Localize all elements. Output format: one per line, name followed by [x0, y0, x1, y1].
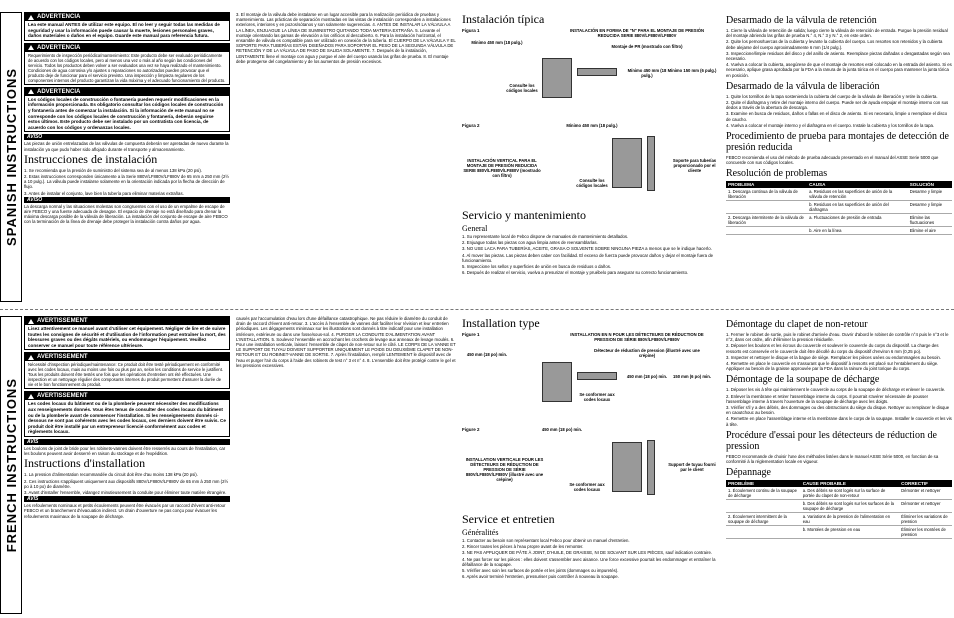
installation-figures	[462, 332, 720, 512]
french-column-3	[462, 316, 720, 614]
spanish-column-1	[24, 12, 230, 308]
valve-assembly-icon	[542, 58, 572, 98]
check-valve-title: Démontage du clapet de non-retour	[726, 319, 868, 330]
list-item: 2. Ces instructions s'appliquent uniquement aux dispositifs 880V/LF880V/LF880V de 65 mm à 250 mm (2½ po à 10 po) de diamètre.	[24, 478, 229, 489]
warning-read-manual: AVERTISSEMENT Lisez attentivement ce manuel avant d'utiliser cet équipement. Négliger de lire et de suivre toutes les consignes de sécurité et d'utilisation de l'information peut entraîner la mort, des blessures graves ou des dégâts matériels, ou endommager l'équipement. Veuillez conserver ce manuel pour toute référence ultérieure.	[24, 316, 230, 350]
service-title: Service et entretien	[462, 512, 555, 526]
table-row: 2. Descarga intermitente de la válvula de liberación a. Fluctuaciones de presión de entrada Elimine las fluctuaciones	[726, 214, 952, 227]
dimension-label: 150 mm (6 po) min.	[673, 374, 711, 379]
troubleshooting-title: Resolución de problemas	[726, 168, 828, 180]
general-list	[462, 234, 720, 275]
list-item: 1. Contacter au besoin son représentant local Febco pour obtenir un manuel d'entretien.	[462, 538, 630, 543]
installation-steps-text: causés par l'accumulation d'eau lors d'une défaillance catastrophique. Ne pas réduire le diamètre du conduit de drain de raccord d'évent anti-retour. 3. L'accès à l'ensemble de vannes doit faciliter leur révision et leur entretien périodiques. Les dégagements minimaux sur les illustrations sont donnés à titre indicatif pour une installation intérieure, extérieure ou dans une fosse/sous-sol. 4. PURGER LA CONDUITE D'ALIMENTATION AVANT L'INSTALLATION. 5. Soulevez l'ensemble en accrochant les crochets de levage aux anneaux de levage moulés. 6. Pour une installation verticale, laissez l'ensemble de clapet de non-retour sur le côté. LE CORPS DE LA VANNE ET LE SUPPORT DE TUYAU DOIVENT SUPPORTER UNIQUEMENT LE POIDS DU DEUXIÈME CLAPET DE NON-RETOUR ET DU ROBINET-VANNE DE SORTIE. 7. Après l'installation, remplir LENTEMENT le dispositif avec de l'eau et purger l'air du corps à l'aide des robinets de test n° 3 et n° 4. 8. L'ensemble doit être protégé contre le gel et les pressions excessives.	[236, 316, 456, 368]
dimension-label: 450 mm (18 po) min.	[541, 427, 583, 432]
warning-icon	[28, 15, 34, 20]
pipe-icon	[577, 372, 617, 380]
list-item: 3. Inspecter et nettoyer le disque et la bague de siège. Remplacer les pièces usées ou endommagées au besoin.	[726, 354, 941, 360]
notice-text: Las piezas de unión entrelazadas de las válvulas de compuerta deberán ser apretadas de nuevo durante la instalación ya que pudo haber sido aflojado durante el transporte y almacenamiento.	[24, 141, 229, 152]
installation-notice-text: Les refoulements nominaux et petits écoulements peuvent être évacués par un raccord d'évent anti-retour FEBCO et un branchement d'évacuation indirect. Un drain d'ouverture ne pas conçu pour évacuer les refoulements maximaux de la soupape de décharge.	[24, 503, 226, 519]
table-header: CAUSA	[807, 181, 908, 188]
installation-figures	[462, 28, 720, 208]
list-item: 6. Después de realizar el servicio, vuelva a presurizar el montaje y pruébelo para asegurar su correcto funcionamiento.	[462, 270, 689, 276]
list-item: 3. Antes de instalar el conjunto, lave bien la tubería para eliminar materias extrañas.	[24, 190, 184, 196]
figure-2-label: Figura 2	[462, 123, 480, 128]
test-procedure-title: Procédure d'essai pour les détecteurs de réduction de pression	[726, 429, 937, 452]
list-item: 1. Su representante local de Febco dispone de manuales de mantenimiento detallados.	[462, 234, 629, 239]
figure-2-label: Figure 2	[462, 427, 480, 432]
support-label: Soporte para tuberías proporcionado por el cliente	[672, 158, 717, 173]
valve-assembly-icon	[612, 442, 642, 492]
list-item: 3. Inspeccione/limpie residuos del disco y del anillo de asiento. Reemplace piezas dañadas o desgastadas según sea necesario.	[726, 50, 950, 62]
table-row: b. Montées de pression en eau Éliminer les montées de pression	[726, 526, 952, 539]
warning-icon	[28, 319, 34, 324]
dimension-label: 450 mm (18 po) min.	[626, 374, 668, 379]
figure-2-caption: INSTALACIÓN VERTICAL PARA EL MONTAJE DE PRESIÓN REDUCIDA SERIE 880V/LF880V/LF880V (mostrado con filtro)	[463, 158, 541, 178]
list-item: 4. Remettre en place l'assemblage interne et la membrane dans le corps de la soupape. Installer le couvercle et les vis à tête.	[726, 416, 952, 427]
warning-icon	[28, 394, 34, 399]
french-column-2	[236, 316, 456, 614]
test-procedure-text: FEBCO recomienda el uso del método de prueba adecuado presentado en el manual del ASSE Serie 5000 que concuerde con sus códigos locales.	[726, 155, 939, 166]
figure-1-label: Figura 1	[462, 28, 480, 33]
check-valve-list	[726, 332, 952, 371]
figure-2-caption: INSTALLATION VERTICALE POUR LES DÉTECTEURS DE RÉDUCTION DE PRESSION DE SÉRIE 880V/LF880V/LF880V (illustré avec une crépine)	[465, 457, 544, 482]
spanish-tab-label: SPANISH INSTRUCTIONS	[3, 68, 19, 246]
installation-notice-text: La descarga normal y las situaciones molestas son congruentes con el uso de un empalme de escape de aire FEBCO y una fuente adecuada de desagüe. El espacio de drenaje no está diseñado para drenar la máxima descarga posible de la válvula de liberación. La instalación del conjunto de escape de aire FEBCO con la terminación de la línea de drenaje debe proteger la instalación contra daños por agua.	[24, 203, 228, 225]
pipe-icon	[647, 440, 655, 495]
figure-1-caption: INSTALLATION EN N POUR LES DÉTECTEURS DE RÉDUCTION DE PRESSION DE SÉRIE 880V/LF880V/LF880V	[570, 332, 704, 342]
test-procedure-title: Procedimiento de prueba para montajes de detección de presión reducida	[726, 131, 949, 154]
table-header: CAUSE PROBABLE	[801, 480, 899, 487]
relief-valve-title: Desarmado de la válvula de liberación	[726, 80, 880, 92]
check-valve-title: Desarmado de la válvula de retención	[726, 15, 877, 26]
installation-title: Instructions d'installation	[24, 456, 146, 471]
list-item: 3. NO USE LACA PARA TUBERÍAS, ACEITE, GRASA O SOLVENTE SOBRE NINGUNA PIEZA a menos que se le indique hacerlo.	[462, 246, 712, 252]
relief-valve-list	[726, 387, 952, 426]
table-row: 2. Écoulement intermittent de la soupape de décharge a. Variations de la pression de l'alimentation en eau Éliminer les variations de pression	[726, 513, 952, 526]
notice-bar: AVIS	[24, 439, 230, 445]
dimension-label: Mínimo 450 mm (18 pulg.)	[627, 68, 667, 78]
table-header: PROBLEMA	[726, 181, 807, 188]
warning-codes: AVERTISSEMENT Les codes locaux du bâtiment ou de la plomberie peuvent nécessiter des modifications aux renseignements donnés. Vous êtes tenus de consulter des codes locaux du bâtiment ou de la plomberie avant de commencer l'installation. Si les renseignements donnés ci-dessous ne sont pas cohérents avec les codes locaux, ces derniers doivent être suivis. Ce produit doit être installé par un entrepreneur licencié conformément aux codes et règlements locaux.	[24, 391, 230, 437]
figure-1-subcaption: Montaje de PR (mostrado con filtro)	[611, 44, 683, 49]
french-column-1	[24, 316, 230, 614]
list-item: 1. Quite los tornillos de la tapa sosteniendo la cubierta del cuerpo de la válvula de liberación y retire la cubierta.	[726, 93, 938, 99]
check-valve-list	[726, 28, 952, 78]
list-item: 4. Vuelva a colocar la cubierta, asegúrese de que el montaje de resortes esté colocado en la entrada del asiento. Si es necesario, aplique grasa aprobada por la FDA a la ranura de la junta tórica en el cuerpo para mantener la junta tórica en posición.	[726, 62, 952, 78]
warning-inspection: ADVERTENCIA Requerimiento de inspección periódica/mantenimiento: Este producto debe ser evaluado periódicamente de acuerdo con los códigos locales, pero al menos una vez o más al año según las condiciones del servicio. Todos los productos deben volver a ser evaluados una vez se haya realizado el mantenimiento. Condiciones de agua corrosiva y/o ajustes o reparaciones no autorizados pueden provocar que el producto deje de funcionar para el servicio previsto. Una inspección y limpieza regulares de los componentes internos del producto garantizan la vida máxima y el adecuado funcionamiento del producto.	[24, 43, 230, 85]
french-column-4	[726, 316, 952, 614]
list-item: 1. Fermer le robinet de sortie, puis le robinet d'arrivée d'eau. Ouvrir d'abord le robinet de contrôle n°4 puis le n°3 et le n°2, dans cet ordre, afin d'éliminer la pression résiduelle.	[726, 332, 949, 343]
codes-label: Se conformer aux codes locaux	[579, 392, 615, 402]
list-item: 2. Quite el diafragma y retire del montaje interno del cuerpo. Puede ser de ayuda empujar el montaje interno con sus dedos a través de la abertura de descarga.	[726, 100, 949, 111]
list-item: 5. Inspeccione los sellos y superficies de unión en busca de residuos o daños.	[462, 264, 612, 270]
list-item: 1. Cierre la válvula de retención de salida; luego cierre la válvula de retención de entrada. Purgue la presión residual del montaje abriendo las grifas de prueba N.° 4, N.° 3 y N.° 2, en este orden.	[726, 28, 948, 39]
warning-read-manual: ADVERTENCIA Lea este manual ANTES de utilizar este equipo. El no leer y seguir todas las medidas de seguridad y usar la información puede causar la muerte, lesiones personales graves, daños materiales o daños en el equipo. Guarde este manual para referencia futura.	[24, 12, 230, 41]
list-item: 1. Se recomienda que la presión de suministro del sistema sea de al menos 138 kPa (20 psi).	[24, 167, 202, 173]
table-header: PROBLÈME	[726, 480, 801, 487]
warning-icon	[28, 355, 34, 360]
table-header: SOLUCIÓN	[908, 181, 952, 188]
dimension-label: Mínimo 150 mm (6 pulg.)	[667, 68, 717, 73]
codes-label: Consulte los códigos locales	[576, 178, 608, 188]
relief-valve-title: Démontage de la soupape de décharge	[726, 374, 880, 386]
table-row: b. Des débris se sont logés sur les surfaces de la soupape de décharge Démonter et nettoyer	[726, 500, 952, 513]
pipe-icon	[577, 68, 617, 76]
installation-steps-text: 3. El montaje de la válvula debe instalarse en un lugar accesible para la realización periódica de pruebas y mantenimiento. Las prácticas de separación mostradas en las vistas de instalación corresponden a instalaciones exteriores, interiores y en pozos/sótanos y son solamente sugerencias. 4. ANTES DE INSTALAR LA VÁLVULA A LA LÍNEA, ENJUAGUE LA LÍNEA DE SUMINISTRO QUITANDO TODA MATERIA EXTRAÑA. 5. Levante el montaje orientando las gamas de elevación a los orificios al descubierto. 6. Para la instalación horizontal, el ensamble de válvula es compatible para ser utilizado en conexión de la tubería. El CUERPO DE LA VÁLVULA Y EL SOPORTE PARA TUBERÍAS ESTÁN DISEÑADOS PARA SOPORTAR EL PESO DE LA SEGUNDA VÁLVULA DE RETENCIÓN Y DE LA VÁLVULA DE PASO DE SALIDA SOLAMENTE. 7. Después de la instalación, LENTAMENTE llene el montaje con agua y purgue el aire del cuerpo usando las grifas de prueba. 8. El montaje debe protegerse del congelamiento y de los aumentos de presión excesivos.	[236, 12, 456, 64]
list-item: 4. Vuelva a colocar el montaje interno y el diafragma en el cuerpo. Instale la cubierta y los tornillos de la tapa.	[726, 122, 935, 128]
list-item: 2. Enjuague todas las piezas con agua limpia antes de reensamblarlas.	[462, 240, 598, 246]
dimension-label: 450 mm (18 po) min.	[466, 352, 508, 357]
figure-section-title: Instalación típica	[462, 12, 545, 26]
notice-text: Les boulons de joint de bride pour les robinets-vannes doivent être resserrés au cours de l'installation, car les boulons peuvent avoir desserré en raison du stockage et de l'expédition.	[24, 445, 226, 457]
figure-1-label: Figure 1	[462, 332, 480, 337]
list-item: 2. Estas instrucciones corresponden únicamente a la Serie 880V/LF880V/LF880V de 65 mm a 250 mm (2½ a 10 pulg.). La válvula puede instalarse solamente en la orientación indicada por la flecha de dirección de flujo.	[24, 173, 229, 190]
figure-1-caption: INSTALACIÓN EN FORMA DE "N" PARA EL MONTAJE DE PRESIÓN REDUCIDA SERIE 880V/LF880V/LF880V	[569, 28, 705, 38]
warning-codes: ADVERTENCIA Los códigos locales de construcción o fontanería pueden requerir modificaciones en la información proporcionada. Es obligatorio consultar los códigos locales de construcción y fontanería antes de comenzar la instalación. Si la información de este manual no se corresponde con los códigos locales de construcción y fontanería, deberán seguirse estos últimos. Este producto debe ser instalado por un contratista con licencia, de acuerdo con los códigos y ordenanzas locales.	[24, 87, 230, 133]
general-title: General	[462, 224, 488, 233]
french-instructions-tab	[0, 316, 22, 614]
support-label: Support de tuyau fourni par le client	[668, 462, 716, 472]
service-title: Servicio y mantenimiento	[462, 208, 586, 222]
list-item: 2. Enlever la membrane et retirer l'assemblage interne du corps. Il pourrait s'avérer nécessaire de pousser l'assemblage interne à travers l'ouverture de la soupape de décharge avec les doigts.	[726, 393, 929, 404]
french-tab-label: FRENCH INSTRUCTIONS	[3, 377, 19, 553]
valve-assembly-icon	[542, 362, 572, 402]
warning-icon	[28, 45, 34, 50]
figure-section-title: Installation type	[462, 316, 540, 330]
spanish-section	[24, 12, 952, 308]
list-item: 2. Rincer toutes les pièces à l'eau propre avant de les remonter.	[462, 544, 584, 550]
table-row: 1. Descarga continua de la válvula de liberación a. Residuos en las superficies de unión de la válvula de retención Desarme y limpie	[726, 188, 952, 201]
warning-inspection: AVERTISSEMENT Nécessité d'inspection périodique/maintenance: Ce produit doit être testé périodiquement en conformité avec les codes locaux, mais au moins une fois ou plus par an, selon les conditions de service le justifient. Tous les produits doivent être testés une fois que les opérations d'entretien ont été effectuées. Une inspection et un nettoyage régulier des composants internes du produit permettent d'assurer la durée de vie et le bon fonctionnement du produit.	[24, 352, 230, 389]
list-item: 3. Avant d'installer l'ensemble, vidangez minutieusement la conduite pour éliminer toute matière étrangère.	[24, 489, 227, 495]
list-item: 2. Déposer les boulons et les écrous du couvercle et soulever le couvercle du corps du dispositif. La charge des ressorts est conservée et le couvercle doit être décollé du corps du dispositif d'environ 6 mm (0,25 po).	[726, 343, 939, 354]
list-item: 1. La pression d'alimentation recommandée du circuit doit être d'au moins 138 kPa (20 psi).	[24, 472, 198, 478]
notice-bar: AVIS	[24, 496, 230, 502]
table-row: b. Residuos en las superficies de unión del diafragma Desarme y limpie	[726, 201, 952, 214]
general-title: Généralités	[462, 528, 499, 537]
troubleshooting-title: Dépannage	[726, 467, 771, 479]
notice-bar: AVISO	[24, 134, 230, 140]
troubleshooting-table	[726, 181, 952, 235]
codes-label: Se conformer aux codes locaux	[569, 482, 605, 492]
figure-1-subcaption: Détecteur de réduction de pression (illustré avec une crépine)	[594, 348, 700, 358]
spanish-column-2	[236, 12, 456, 308]
troubleshooting-table	[726, 480, 952, 539]
dimension-label: Mínimo 450 mm (18 pulg.)	[471, 40, 523, 45]
spanish-column-4	[726, 12, 952, 308]
table-row: 1. Écoulement continu de la soupape de décharge a. Des débris se sont logés sur la surface de portée du clapet de non-retour Démonter et nettoyer	[726, 487, 952, 500]
spanish-column-3	[462, 12, 720, 308]
table-row: b. Aire en la línea Elimine el aire	[726, 227, 952, 235]
list-item: 4. Ne pas forcer sur les pièces : elles doivent s'assembler avec aisance. Une force excessive pourrait les endommager et entraîner la défaillance de la soupape.	[462, 556, 716, 567]
section-divider	[0, 309, 954, 310]
list-item: 1. Déposer les vis à tête qui maintiennent le couvercle au corps de la soupape de décharge et enlever le couvercle.	[726, 387, 946, 393]
valve-assembly-icon	[612, 138, 642, 188]
table-header: CORRECTIF	[899, 480, 952, 487]
codes-label: Consulte los códigos locales	[506, 83, 538, 93]
installation-title: Instrucciones de instalación	[24, 151, 158, 166]
list-item: 3. NE PAS APPLIQUER DE PÂTE À JOINT, D'HUILE, DE GRAISSE, NI DE SOLVANT SUR LES PIÈCES, sauf indication contraire.	[462, 550, 713, 556]
list-item: 4. Remettre en place le couvercle en s'assurant que le dispositif à ressorts est placé sur l'entablement du siège. Appliquer au besoin de la graisse approuvée par la FDA dans la rainure du joint torique du corps.	[726, 361, 939, 372]
installation-list	[24, 168, 230, 196]
list-item: 4. Al mover las piezas. Las piezas deben caber con facilidad. El exceso de fuerza puede provocar daños y dejar el montaje fuera de funcionamiento.	[462, 252, 714, 263]
general-list	[462, 538, 720, 579]
list-item: 3. Vérifier s'il y a des débris, des dommages ou des obstructions du siège du disque. Nettoyer ou remplacer le disque en caoutchouc au besoin.	[726, 405, 950, 416]
list-item: 6. Après avoir terminé l'entretien, pressuriser puis contrôler à nouveau la soupape.	[462, 574, 619, 580]
dimension-label: Mínimo 450 mm (18 pulg.)	[566, 123, 618, 128]
relief-valve-list	[726, 94, 952, 128]
notice-bar: AVISO	[24, 197, 230, 203]
test-procedure-text: FEBCO recommande de choisir l'une des méthodes listées dans le manuel ASSE Série 5000, en fonction de sa conformité à la réglementation locale en vigueur.	[726, 453, 939, 465]
spanish-instructions-tab	[0, 12, 22, 302]
list-item: 3. Examine en busca de residuos, daños o fallas en el disco de asiento. Si es necesario, limpie o reemplace el disco de caucho.	[726, 111, 948, 122]
pipe-icon	[647, 136, 655, 191]
warning-icon	[28, 89, 34, 94]
list-item: 2. Quite los pernos/tuercas de la cubierta y levante la cubierta del cuerpo. Los resortes son retenidos y la cubierta debe alejarse del cuerpo aproximadamente 6 mm (1/4 pulg.).	[726, 39, 943, 50]
french-section	[24, 316, 952, 614]
list-item: 5. Vérifier avec soin les surfaces de portée et les joints (dommages ou impuretés).	[462, 568, 619, 574]
installation-list	[24, 472, 230, 495]
